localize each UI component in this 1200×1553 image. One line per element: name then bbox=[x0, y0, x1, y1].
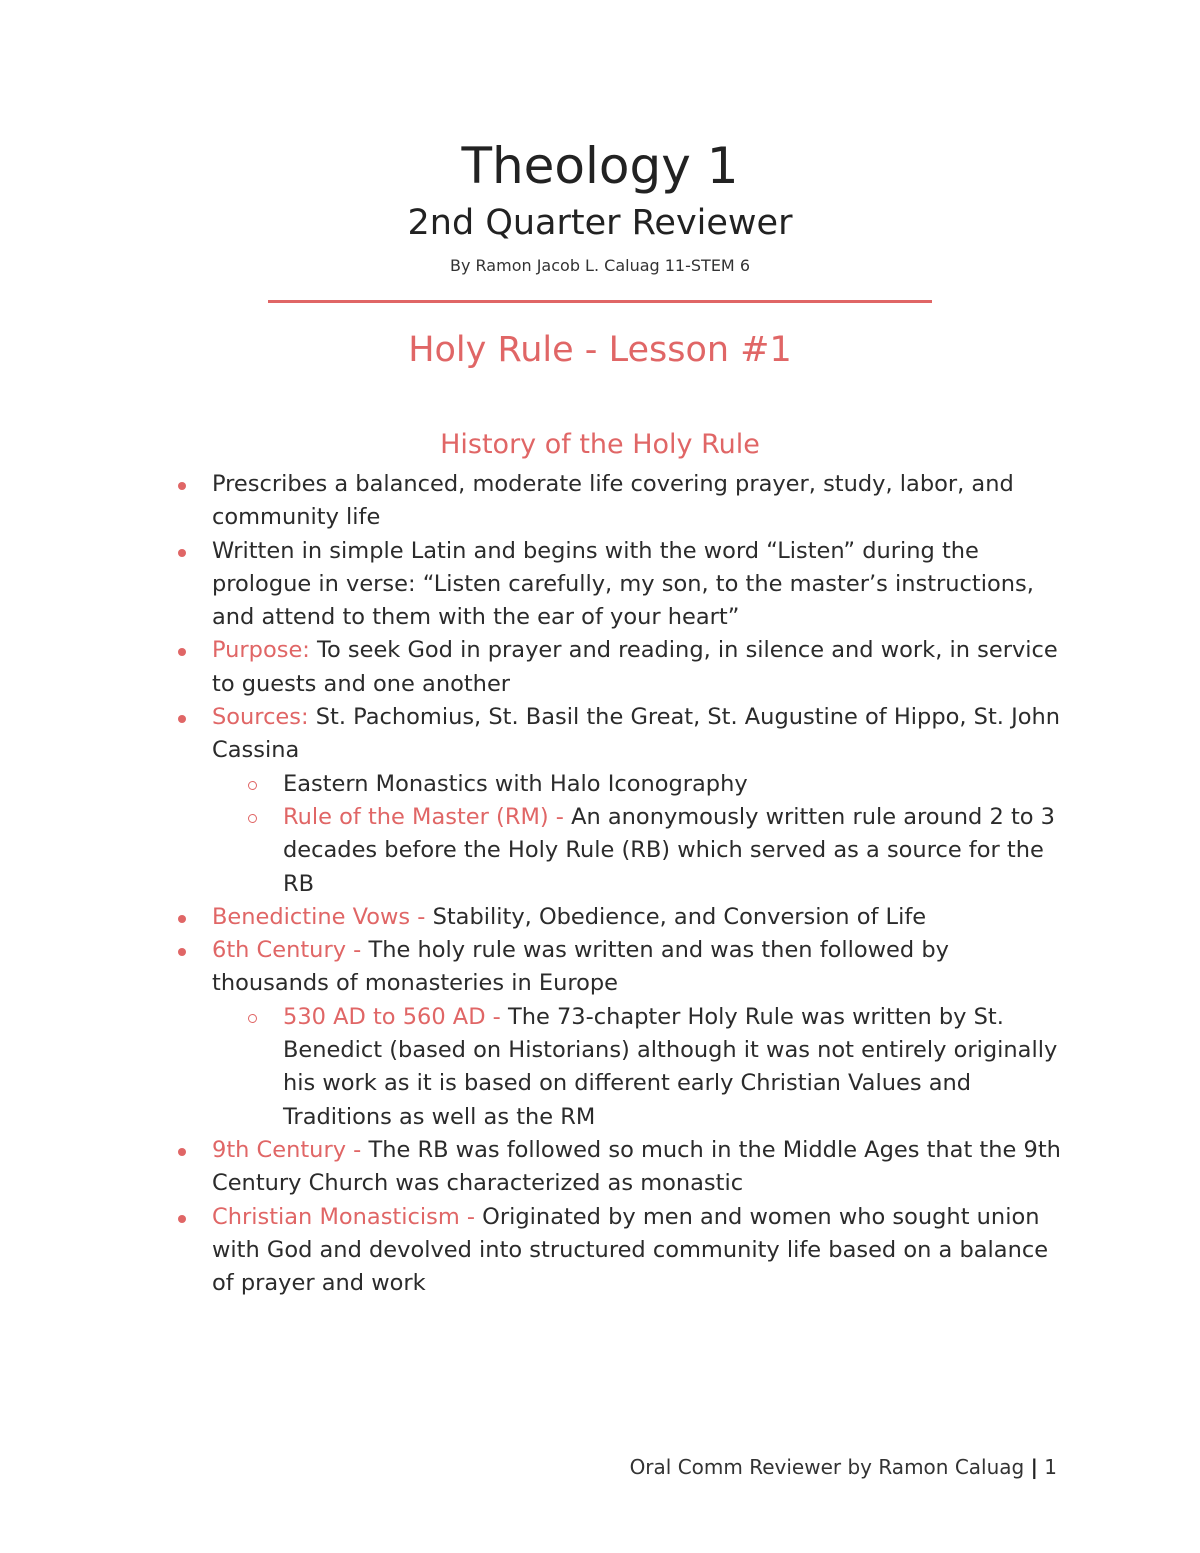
item-text: Stability, Obedience, and Conversion of Life bbox=[425, 903, 927, 930]
section-heading: History of the Holy Rule bbox=[440, 429, 760, 460]
list-item bbox=[0, 934, 1064, 1001]
item-text: Eastern Monastics with Halo Iconography bbox=[283, 770, 748, 797]
hollow-bullet-icon bbox=[248, 814, 257, 823]
sub-list-item bbox=[0, 801, 1064, 901]
author-byline: By Ramon Jacob L. Caluag 11-STEM 6 bbox=[450, 256, 750, 275]
list-item bbox=[0, 468, 1064, 535]
list-item bbox=[0, 535, 1064, 635]
filled-bullet-icon bbox=[178, 1215, 186, 1223]
footer-text: Oral Comm Reviewer by Ramon Caluag bbox=[629, 1455, 1025, 1479]
item-text: The 73-chapter Holy Rule was written by St. Benedict (based on Historians) although it was not entirely originally his work as it is based on different early Christian Values and Traditions as well as the RM bbox=[283, 1003, 1058, 1130]
list-item bbox=[0, 901, 1064, 934]
item-label: Benedictine Vows - bbox=[212, 903, 426, 930]
filled-bullet-icon bbox=[178, 1148, 186, 1156]
item-label: 9th Century - bbox=[212, 1136, 362, 1163]
list-item bbox=[0, 1134, 1064, 1201]
item-label: 530 AD to 560 AD - bbox=[283, 1003, 501, 1030]
filled-bullet-icon bbox=[178, 715, 186, 723]
list-item bbox=[0, 1201, 1064, 1301]
item-label: 6th Century - bbox=[212, 937, 362, 964]
list-item bbox=[0, 634, 1064, 701]
item-text: Prescribes a balanced, moderate life covering prayer, study, labor, and community life bbox=[212, 471, 1014, 531]
lesson-heading: Holy Rule - Lesson #1 bbox=[408, 330, 792, 370]
item-text: Originated by men and women who sought union with God and devolved into structured community life based on a balance of prayer and work bbox=[212, 1203, 1049, 1297]
document-title: Theology 1 bbox=[461, 137, 739, 195]
filled-bullet-icon bbox=[178, 648, 186, 656]
filled-bullet-icon bbox=[178, 549, 186, 557]
page-footer bbox=[630, 1452, 1057, 1482]
item-label: Christian Monasticism - bbox=[212, 1203, 476, 1230]
filled-bullet-icon bbox=[178, 482, 186, 490]
title-divider bbox=[268, 300, 932, 303]
filled-bullet-icon bbox=[178, 915, 186, 923]
document-subtitle: 2nd Quarter Reviewer bbox=[407, 203, 793, 243]
sub-list-item bbox=[0, 768, 1064, 801]
item-text: Written in simple Latin and begins with the word “Listen” during the prologue in verse: “Listen carefully, my son, to the master’s instructions, and attend to them with the ear of your heart” bbox=[212, 537, 1034, 631]
item-label: Rule of the Master (RM) - bbox=[283, 803, 564, 830]
item-text: The RB was followed so much in the Middle Ages that the 9th Century Church was characterized as monastic bbox=[212, 1136, 1061, 1197]
filled-bullet-icon bbox=[178, 948, 186, 956]
bullet-list bbox=[0, 468, 1200, 1300]
hollow-bullet-icon bbox=[248, 781, 257, 790]
sub-list-item bbox=[0, 1001, 1064, 1134]
item-text: An anonymously written rule around 2 to 3 decades before the Holy Rule (RB) which served as a source for the RB bbox=[283, 803, 1055, 897]
item-text: St. Pachomius, St. Basil the Great, St. Augustine of Hippo, St. John Cassina bbox=[212, 704, 1061, 764]
list-item bbox=[0, 701, 1064, 768]
item-text: To seek God in prayer and reading, in silence and work, in service to guests and one another bbox=[212, 637, 1058, 697]
page-number: 1 bbox=[1044, 1455, 1057, 1479]
footer-separator: | bbox=[1030, 1455, 1038, 1479]
item-label: Sources: bbox=[212, 704, 309, 731]
item-label: Purpose: bbox=[212, 637, 310, 664]
hollow-bullet-icon bbox=[248, 1014, 257, 1023]
item-text: The holy rule was written and was then followed by thousands of monasteries in Europe bbox=[212, 937, 949, 997]
